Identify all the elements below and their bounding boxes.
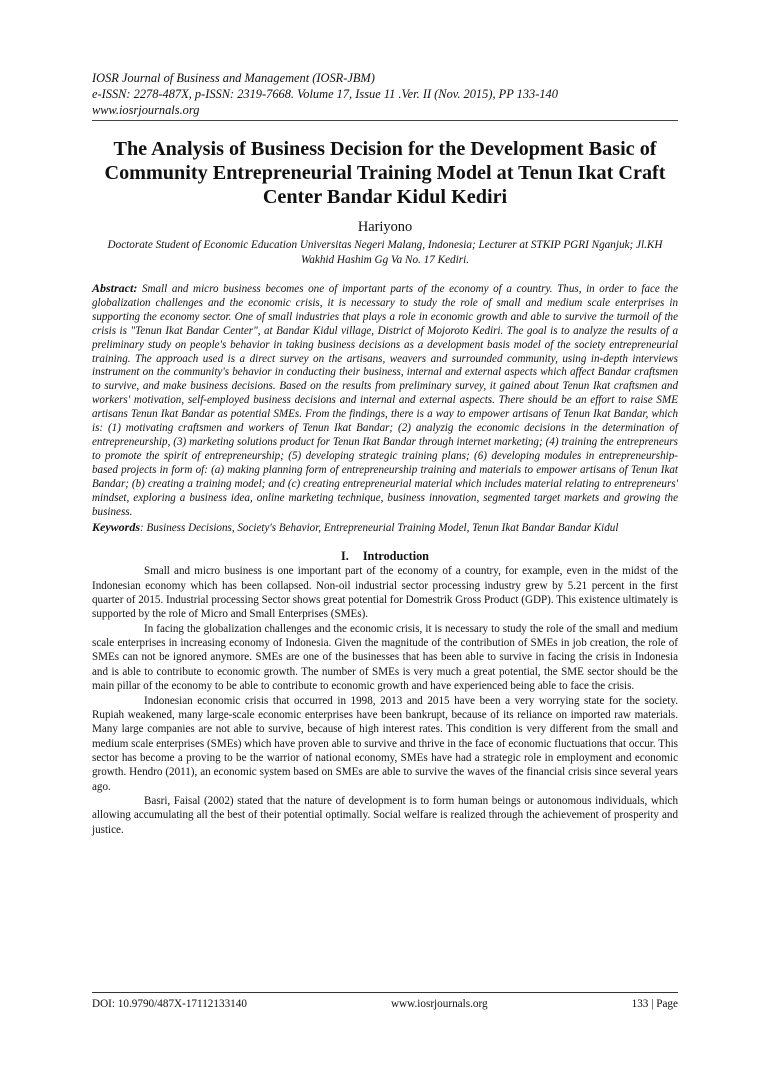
paragraph: Basri, Faisal (2002) stated that the nature of development is to form human beings or autonomous individuals, which allowing accumulating all the best of their potential optimally. Social welfare is realized through the achievement of prosperity and justice.	[92, 794, 678, 836]
footer-website[interactable]: www.iosrjournals.org	[390, 998, 488, 1010]
paragraph: In facing the globalization challenges and the economic crisis, it is necessary to study the role of the small and medium scale enterprises in increasing economy of Indonesia. Given the magnitude of the contribution of SMEs in job creation, the role of SMEs can not be ignored anymore. SMEs are one of the businesses that has been able to survive in facing the crisis in Indonesia and is able to contribute to economic growth. The number of SMEs is very much a great potential, the SME sector should be the main pillar of the economy to be able to contribute to economic growth and have experienced being able to face the crisis.	[92, 622, 678, 693]
running-header	[92, 70, 678, 118]
author-affiliation: Doctorate Student of Economic Education Universitas Negeri Malang, Indonesia; Lecturer at STKIP PGRI Nganjuk; Jl.KH Wakhid Hashim Gg Va No. 17 Kediri.	[107, 239, 663, 266]
header-divider	[92, 120, 678, 121]
keywords-label: Keywords	[92, 520, 140, 535]
journal-website[interactable]: www.iosrjournals.org	[92, 103, 200, 117]
paragraph: Indonesian economic crisis that occurred in 1998, 2013 and 2015 have been a very worrying state for the society. Rupiah weakened, many large-scale economic enterprises have been bankrupt, because of its reliance on imported raw materials. Many large companies are not able to survive, because of high interest rates. This condition is very different from the small and medium scale enterprises (SMEs) which have proven able to survive and thrive in the face of economic fluctuations that occur. This sector has become a proving to be the warrior of national economy, SMEs have had a strategic role in employment and economic growth. Hendro (2011), an economic system based on SMEs are able to survive the waves of the financial crisis since several years ago.	[92, 694, 678, 793]
page-footer	[92, 992, 678, 1011]
footer-doi: DOI: 10.9790/487X-17112133140	[92, 998, 247, 1010]
keywords-text: : Business Decisions, Society's Behavior, Entrepreneurial Training Model, Tenun Ikat Bandar Bandar Kidul	[140, 522, 619, 535]
abstract-label: Abstract:	[92, 281, 138, 295]
journal-issn: e-ISSN: 2278-487X, p-ISSN: 2319-7668. Volume 17, Issue 11 .Ver. II (Nov. 2015), PP 133-140	[92, 87, 558, 101]
section-heading	[92, 549, 678, 564]
author-name: Hariyono	[357, 219, 413, 235]
abstract	[92, 276, 678, 519]
abstract-text: Small and micro business becomes one of important parts of the economy of a country. Thus, in order to face the globalization challenges and the economic crisis, it is necessary to study the role of small and medium scale enterprises in supporting the economy sector. One of small industries that plays a role in economic growth and able to survive the turmoil of the crisis is "Tenun Ikat Bandar Center", at Bandar Kidul village, District of Mojoroto Kediri. The goal is to analyze the results of a preliminary study on people's behavior in taking business decisions as a development basis model of the society entrepreneurial training. The approach used is a direct survey on the artisans, weavers and surrounded community, using in-depth interviews instrument on the community's behavior in conducting their business, internal and external aspects which affect Bandar craftsmen to survive, and make business decisions. Based on the results from preliminary survey, it gained about Tenun Ikat craftsmen and workers' motivation, self-employed business decisions and internal and external aspects. There should be an effort to raise SME artisans Tenun Ikat Bandar as potential SMEs. From the findings, there is a way to empower artisans of Tenun Ikat Bandar, which is: (1) motivating craftsmen and workers of Tenun Ikat Bandar; (2) analyzig the economic decisions in the determination of entrepreneurship, (3) marketing solutions product for Tenun Ikat Bandar through internet marketing; (4) training the entrepreneurs to promote the spirit of entrepreneurship; (5) developing strategic training plans; (6) developing modules in entrepreneurship-based projects in form of: (a) making planning form of entrepreneurship training and materials to empower artisans of Tenun Ikat Bandar; (b) creating a training model; and (c) creating entrepreneurial material which includes material relating to entrepreneurs' mindset, exploring a business idea, online marketing technique, business innovation, segmented target markets and growing the business.	[92, 283, 679, 518]
keywords	[92, 520, 678, 535]
section-title: Introduction	[362, 549, 429, 564]
footer-page-number: 133 | Page	[631, 998, 678, 1010]
page-body	[92, 70, 678, 837]
paragraph: Small and micro business is one important part of the economy of a country, for example, even in the midst of the Indonesian economy which has been collapsed. Non-oil industrial sector processing industry grew by 5.21 percent in the first quarter of 2015. Industrial processing Sector shows great potential for Domestrik Gross Product (GDP). This existence ultimately is supported by the role of Micro and Small Enterprises (SMEs).	[92, 565, 678, 621]
paper-title: The Analysis of Business Decision for the Development Basic of Community Entrepreneurial Training Model at Tenun Ikat Craft Center Bandar Kidul Kediri	[104, 138, 666, 208]
journal-name: IOSR Journal of Business and Management (IOSR-JBM)	[92, 71, 375, 85]
section-number: I.	[341, 549, 349, 564]
